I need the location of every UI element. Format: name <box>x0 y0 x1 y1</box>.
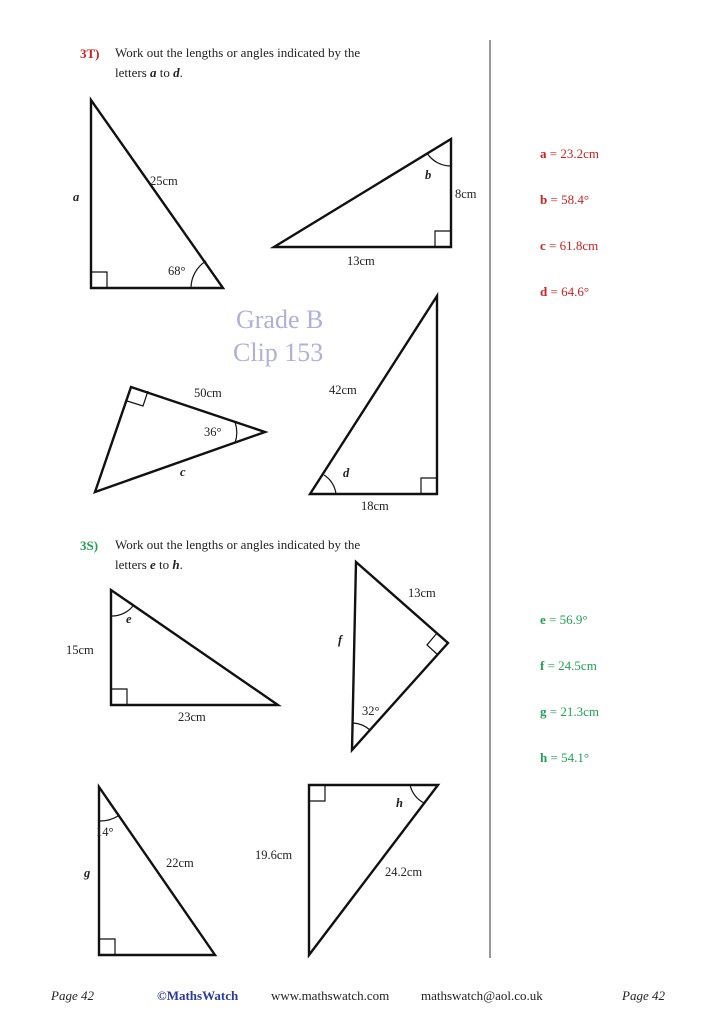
label-t3-side: 50cm <box>194 386 222 400</box>
label-t1-var: a <box>73 190 80 204</box>
answer-b: b = 58.4° <box>540 192 590 207</box>
label-t4-base: 18cm <box>361 499 389 513</box>
label-t6-angle: 32° <box>362 704 380 718</box>
answer-d: d = 64.6° <box>540 284 590 299</box>
instruction-3t-line1: Work out the lengths or angles indicated by the <box>115 45 361 60</box>
label-t6-var: f <box>338 633 343 647</box>
footer-page-right: Page 42 <box>622 988 665 1003</box>
label-t8-side: 19.6cm <box>255 848 293 862</box>
watermark-grade: Grade B <box>236 305 324 334</box>
triangle-a <box>91 100 223 288</box>
footer-page-left: Page 42 <box>51 988 94 1003</box>
answer-h: h = 54.1° <box>540 750 590 765</box>
answers-3t <box>540 146 599 330</box>
to-word: to <box>159 65 170 80</box>
label-t2-side: 8cm <box>455 187 477 201</box>
label-t8-hyp: 24.2cm <box>385 865 423 879</box>
var-from: a <box>150 65 157 80</box>
label-t3-angle: 36° <box>204 425 222 439</box>
instruction-3t <box>115 43 360 83</box>
answer-c: c = 61.8cm <box>540 238 599 253</box>
label-t5-side: 15cm <box>66 643 94 657</box>
label-t5-var: e <box>126 612 132 626</box>
label-t1-hyp: 25cm <box>150 174 178 188</box>
footer-email: mathswatch@aol.co.uk <box>421 988 543 1003</box>
answers-3s <box>540 612 599 796</box>
triangle-b <box>274 139 451 247</box>
answer-a: a = 23.2cm <box>540 146 599 161</box>
label-t6-side: 13cm <box>408 586 436 600</box>
letters-word: letters <box>115 557 147 572</box>
period: . <box>179 65 183 80</box>
answer-e: e = 56.9° <box>540 612 588 627</box>
triangle-g <box>99 787 215 955</box>
label-t7-var: g <box>84 866 91 880</box>
label-t2-base: 13cm <box>347 254 375 268</box>
letters-word: letters <box>115 65 147 80</box>
answer-g: g = 21.3cm <box>540 704 599 719</box>
footer-brand: ©MathsWatch <box>157 988 239 1003</box>
watermark-clip: Clip 153 <box>233 338 324 367</box>
answer-f: f = 24.5cm <box>540 658 597 673</box>
instruction-3s-line2 <box>115 555 360 575</box>
var-to: h <box>172 557 180 572</box>
label-t7-angle: 14° <box>96 825 114 839</box>
instruction-3s-line1: Work out the lengths or angles indicated by the <box>115 537 361 552</box>
question-number-3t: 3T) <box>80 46 100 61</box>
to-word: to <box>159 557 170 572</box>
instruction-3t-line2 <box>115 63 360 83</box>
instruction-3s <box>115 535 360 575</box>
label-t4-hyp: 42cm <box>329 383 357 397</box>
triangle-e <box>111 590 278 705</box>
label-t2-var: b <box>425 168 432 182</box>
label-t4-var: d <box>343 466 350 480</box>
label-t5-base: 23cm <box>178 710 206 724</box>
label-t8-var: h <box>396 796 403 810</box>
footer-website: www.mathswatch.com <box>271 988 390 1003</box>
period: . <box>179 557 183 572</box>
var-to: d <box>173 65 180 80</box>
question-number-3s: 3S) <box>80 538 99 553</box>
label-t1-angle: 68° <box>168 264 186 278</box>
label-t7-hyp: 22cm <box>166 856 194 870</box>
var-from: e <box>150 557 156 572</box>
label-t3-var: c <box>180 465 186 479</box>
